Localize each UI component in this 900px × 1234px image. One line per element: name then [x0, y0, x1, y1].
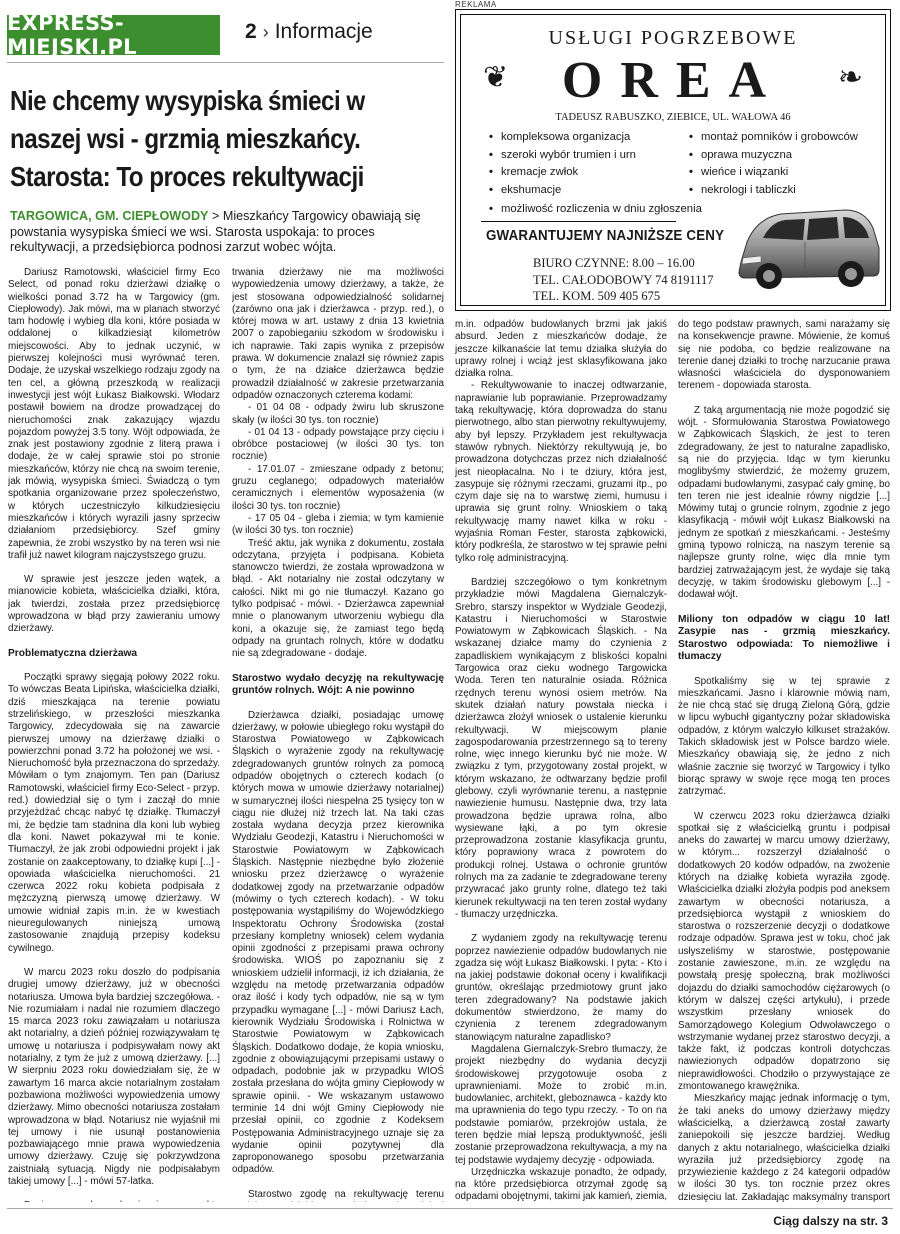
ad-frame [460, 14, 886, 306]
paragraph: W czerwcu 2023 roku dzierżawca działki spotkał się z właścicielką gruntu i podpisał aneks do zawartej w marcu umowy dzierżawy, w którym... rozszerzył działalność o dodatkowych 20 kodów odpadów, na zwożenie których na działkę kobieta wyraziła zgodę. Właścicielka działki złożyła podpis pod aneksem zawartym w obecności notariusza, a przedsiębiorca wystąpił z wnioskiem do starostwa o rozszerzenie decyzji o dodatkowe rodzaje odpadów. Sprawa jest w toku, choć jak usłyszeliśmy w starostwie, postępowanie zostanie zawieszone, m.in. ze względu na powstałą presję społeczną, brak możliwości dojazdu do działki samochodów ciężarowych (o którym w dalszej części artykułu), i przede wszystkim przesłany wniosek do Samorządowego Kolegium Odwoławczego o wstrzymanie wydanej przez starostwo decyzji, a także fakt, iż podczas kontroli dotychczas nawiezionych odpadów dopatrzono się nieprawidłowości. Chodziło o przywystające ze zmontowanego krawężnika. [678, 810, 890, 1093]
subheading: Problematyczna dzierżawa [8, 647, 138, 659]
service-item: • wieńce i wiązanki [689, 164, 858, 182]
service-item: • szeroki wybór trumien i urn [489, 147, 636, 165]
ad-slogan: GWARANTUJEMY NAJNIŻSZE CENY [486, 228, 725, 244]
article-column-1 [8, 267, 220, 1202]
chevron-right-icon: › [262, 21, 269, 42]
paragraph: Dariusz Ramotowski, właściciel firmy Eco Select, od ponad roku dzierżawi działkę o wielkości ponad 3.72 ha w Targowicy (gm. Ciepłowody). Jak mówi, ma w planach stworzyć tam hodowlę i wybieg dla koni, które posiada w oddalonej o kilkadziesiąt kilometrów miejscowości. Aby to jednak uczynić, w pierwszej kolejności musi wyrównać teren. Dodaje, że uzyskał wszelkiego rodzaju zgody na ten cel, a główną przeszkodą w realizacji inwestycji jest wójt Łukasz Białkowski. Włodarz postawił bowiem na drodze prowadzącej do nieruchomości znak zakazujący wjazdu pojazdom powyżej 3.5 tony. Wójt odpowiada, że znak jest postawiony zgodnie z literą prawa i dodaje, że w całej sprawie stoi po stronie mieszkańców, którzy nie chcą na swoim terenie, jak mówią, wysypiska śmieci. Świadczą o tym spotkania organizowane przez społeczeństwo, w których uczestniczyło kilkudziesięciu mieszkańców i których wyrazili jasny sprzeciw działaniom przedsiębiorcy. Szef gminy zapewnia, że zrobi wszystko by na teren wsi nie trafił już nawet kilogram najczystszego gruzu. [8, 267, 220, 561]
divider [7, 62, 444, 63]
continued-link[interactable]: Ciąg dalszy na str. 3 [773, 1214, 888, 1228]
article-column-4 [678, 319, 890, 1202]
ad-address: TADEUSZ RABUSZKO, ZIEBICE, UL. WAŁOWA 46 [555, 112, 791, 123]
paragraph: do tego podstaw prawnych, sami narażamy się na konsekwencje prawne. Mówienie, że komuś się nie podoba, co będzie realizowane na terenie danej działki to trochę narzucanie prawa własności właściciela do dysponowaniem terenem - dopowiada starosta. [678, 319, 890, 392]
lead-dateline: TARGOWICA, GM. CIEPŁOWODY [10, 209, 209, 223]
paragraph: - 17.01.07 - zmieszane odpady z betonu; gruzu ceglanego; odpadowych materiałów ceramicznych i elementów wyposażenia (w ilości 30 tys. ton rocznie) [232, 463, 444, 512]
service-item: • oprawa muzyczna [689, 147, 858, 165]
hearse-van-image [733, 192, 883, 297]
services-list-left [489, 129, 636, 199]
ad-title: USŁUGI POGRZEBOWE [548, 27, 798, 49]
phone-mobile: TEL. KOM. 509 405 675 [533, 289, 661, 303]
paragraph: Treść aktu, jak wynika z dokumentu, została odczytana, przyjęta i podpisana. Kobieta stanowczo twierdzi, że została wprowadzona w błąd. - Akt notarialny nie został odczytany w całości. Nikt mi go nie tłumaczył. Kazano go tylko podpisać - mówi. - Dzierżawca zapewniał mnie o planowanym utworzeniu wybiegu dla koni, a okazuje się, że zamiast tego będą odpady na gruntach rolnych, które w dodatku nie są zdegradowane - dodaje. [232, 537, 444, 660]
services-list-wide [489, 201, 702, 219]
ad-divider [481, 221, 676, 222]
footer-divider [7, 1208, 893, 1209]
section-name: Informacje [274, 20, 373, 43]
article-column-2 [232, 267, 444, 1202]
service-item: • możliwość rozliczenia w dniu zgłoszenia [489, 201, 702, 219]
ornament-left-icon: ❦ [483, 60, 509, 95]
paragraph: Bardziej szczegółowo o tym konkretnym przykładzie mówi Magdalena Giernalczyk-Srebro, starszy inspektor w Wydziale Geodezji, Katastru i Nieruchomości w Starostwie Powiatowym w Ząbkowicach Śląskich. - Na wskazanej działce mamy do czynienia z zapadliskiem wynikającym z bliskości kopalni Targowica oraz cieku wodnego Targowicka Woda. Teren ten naturalnie osiada. Różnica rzędnych terenu wynosi osiem metrów. Na skutek działań natury powstała niecka i dzierżawca złożył wniosek o ustalenie kierunku rekultywacji. W miejscowym planie zagospodarowania przestrzennego są to tereny rolne, więc innego kierunku być nie może. W związku z tym, przygotowany został projekt, w którym wskazano, że odtwarzany będzie profil glebowy, czyli wyrównanie terenu, a następnie nawiezienie humusu. Następnie dwa, trzy lata prowadzona będzie uprawa rolna, albo wysiewane łąki, a po tym okresie przeprowadzona zostanie klasyfikacja gruntu, który poprawiony wraca z powrotem do produkcji rolnej. Ustawa o ochronie gruntów rolnych ma za zadanie te zdegradowane tereny przywracać jako grunty rolne, dlatego też taki kierunek rekultywacji na ten teren został wydany - tłumaczy urzędniczka. [455, 576, 667, 920]
paragraph: Starostwo zgodę na rekultywację terenu [248, 1188, 444, 1200]
service-item: • kremacje zwłok [489, 164, 636, 182]
service-item: • nekrologi i tabliczki [689, 182, 858, 200]
paragraph: Spotkaliśmy się w tej sprawie z mieszkańcami. Jasno i klarownie mówią nam, że nie chcą stać się drugą Zieloną Górą, gdzie w lipcu wybuchł gigantyczny pożar składowiska odpadów, z którym walczyło kilkuset strażaków. Takich składowisk jest w Polsce bardzo wiele. Mieszkańcy obawiają się, że jedno z nich właśnie zacznie się tworzyć w Targowicy i tylko biorąc sprawy w swoje ręce mogą ten proces zatrzymać. [678, 675, 890, 798]
paragraph: Z wydaniem zgody na rekultywację terenu poprzez nawiezienie odpadów budowlanych nie zgadza się wójt Łukasz Białkowski. I pyta: - Kto i na jakiej podstawie dokonał oceny i kwalifikacji gruntów, określając przedmiotowy grunt jako teren zdegradowany? Na podstawie jakich dokumentów stwierdzono, że mamy do czynienia z terenem zdegradowanym stanowiącym naturalne zapadlisko? [455, 933, 667, 1043]
paragraph: Mieszkańcy mając jednak informację o tym, że taki aneks do umowy dzierżawy między właścicielką, a dzierżawcą został zawarty zaniepokoili się jeszcze bardziej. Według danych z aktu notarialnego, właścicielka działki wyraziła już przedsiębiorcy zgodę na przywiezienie każdego z 24 kategorii odpadów w ilości 30 tys. ton rocznie przez okres dziesięciu lat. Zakładając maksymalny transport [678, 1093, 890, 1202]
article-headline: Nie chcemy wysypiska śmieci w naszej wsi - grzmią mieszkańcy. Starosta: To proces rekultywacji [10, 85, 365, 192]
ad-brand: OREA [561, 52, 785, 109]
masthead-logo[interactable]: EXPRESS-MIEJSKI.PL [7, 15, 220, 55]
paragraph: W marcu 2023 roku doszło do podpisania drugiej umowy dzierżawy, już w obecności notariusza. Umowa była bardziej szczegółowa. - Nie rozumiałam i nadal nie rozumiem dlaczego 15 marca 2023 roku zawiązałam u notariusza akt notarialny, a dzień później rozwiązywałam tę umowę u notariusza i podpisywałam nowy akt notarialny, z tym że już z umową dzierżawy. [...] W sierpniu 2023 roku dowiedziałam się, że w zawartym 16 marca akcie notarialnym zostałam pozbawiona możliwości wypowiedzenia umowy dzierżawy. Mimo obecności notariusza zostałam wprowadzona w błąd. Notariusz nie wyjaśnił mi tej umowy i nie usunął postanowienia pozbawiającego mnie prawa wypowiedzenia umowy dzierżawy. Czuję się pokrzywdzona zaistniałą sytuacją. Nigdy nie podpisałabym takiej umowy [...] - mówi 57-latka. [8, 966, 220, 1187]
funeral-advertisement[interactable] [455, 9, 891, 311]
paragraph: Urzędniczka wskazuje ponadto, że odpady, na które przedsiębiorca otrzymał zgodę są odpadami obojętnymi, takimi jak kamień, ziemia, [455, 1166, 667, 1202]
paragraph: W sprawie jest jeszcze jeden wątek, a mianowicie kobieta, właścicielka działki, która, jak twierdzi, została przez przedsiębiorcę wprowadzona w błąd przy zawieraniu umowy dzierżawy. [8, 574, 220, 635]
ad-contacts [533, 255, 714, 305]
service-item: • montaż pomników i grobowców [689, 129, 858, 147]
phone-24h: TEL. CAŁODOBOWY 74 8191117 [533, 272, 714, 287]
paragraph: Dzierżawca działki, posiadając umowę dzierżawy, w połowie ubiegłego roku wystąpił do Starostwa Powiatowego w Ząbkowicach Śląskich o wyrażenie zgody na rekultywację zdegradowanych gruntów rolnych za pomocą odpadów obojętnych o czterech kodach (o których mowa w umowie dzierżawy notarialnej) w sumarycznej ilości niespełna 25 tysięcy ton w ciągu nie dłużej niż trzech lat. Na taki czas została wydana decyzja przez kierownika Wydziału Geodezji, Katastru i Nieruchomości w Starostwie Powiatowym w Ząbkowicach Śląskich. Następnie niezbędne było złożenie wniosku przez dzierżawcę o wyrażenie dodatkowej zgody na przetwarzanie odpadów (mówimy o tych czterech kodach). - W toku postępowania wystąpiliśmy do Wojewódzkiego Inspektoratu Ochrony Środowiska (został przesłany kompletny wniosek) celem wydania opinii zgodności z przepisami prawa ochrony środowiska. WIOŚ po zapoznaniu się z wnioskiem udzielił informacji, iż ich działania, że względu na metodę przetwarzania odpadów oraz ilość i kody tych odpadów, nie są w tym przypadku wymagane [...] - mówi Dariusz Łach, kierownik Wydziału Środowiska i Rolnictwa w Starostwie Powiatowym w Ząbkowicach Śląskich. Dodatkowo dodaje, że kopia wniosku, zgodnie z obowiązującymi przepisami ustawy o odpadach, podobnie jak w przypadku WIOŚ została przesłana do wójta gminy Ciepłowody w sprawie opinii. - We wskazanym ustawowo terminie 14 dni wójt Gminy Ciepłowody nie przesłał opinii, co zgodnie z Kodeksem Postępowania Administracyjnego uznaje się za wydanie opinii pozytywnej dla zaproponowanego sposobu przetwarzania odpadów. [232, 709, 444, 1176]
paragraph: Początki sprawy sięgają połowy 2022 roku. To wówczas Beata Lipińska, właścicielka działki, dziś mieszkająca na terenie powiatu strzelińskiego, w przeszłości mieszkanka Targowicy, zdecydowała się na zawarcie pierwszej umowy na dzierżawę działki o powierzchni ponad 3.72 ha położonej we wsi. - Nieruchomość była przeznaczona do sprzedaży. Mówiłam o tym znajomym. Ten pan (Dariusz Ramotowski, właściciel firmy Eco-Select - przyp. red.) dowiedział się o tym i zaczął do mnie przyjeżdżać chcąc nabyć tę działkę. Tłumaczył mi, że będzie tam stadnina dla koni lub wybieg dla koni. Nawet pokazywał mi te konie. Tłumaczył, że jak zrobi odpowiedni projekt i jak zostanie on zaakceptowany, to działkę kupi [...] - opowiada właścicielka nieruchomości. 21 czerwca 2022 roku kobieta podpisała z mężczyzną pierwszą umowę dzierżawy. W umowie widniał zapis m.in. że w kwestiach nieuregulowanych niniejszą umową zastosowanie znajdują przepisy kodeksu cywilnego. [8, 672, 220, 954]
paragraph: m.in. odpadów budowlanych brzmi jak jakiś absurd. Jeden z mieszkańców dodaje, że jeszcze kilkanaście lat temu działka służyła do uprawy rolnej i wciąż jest sklasyfikowana jako działka rolna. [455, 319, 667, 380]
services-list-right [689, 129, 858, 199]
paragraph: Z taką argumentacją nie może pogodzić się wójt. - Sformułowania Starostwa Powiatowego w Ząbkowicach Śląskich, że jest to teren zdegradowany, że jest to naturalne zapadlisko, są nie do przyjęcia. Idąc w tym kierunku moglibyśmy stwierdzić, że możemy gruzem, odpadami budowlanymi, zasypać cały gminę, bo ten teren nie jest idealnie równy nigdzie [...] Mówimy tutaj o gruncie rolnym, zgodnie z jego klasyfikacją - mówił wójt Łukasz Białkowski na jednym ze spotkań z mieszkańcami. - Jesteśmy gminą typowo rolniczą, na naszym terenie są najlepsze grunty rolne, więc dla mnie tym bardziej zatrważającym jest, że wydaje się taką decyzję, w takim środowisku glebowym [...] - dodawał wójt. [678, 404, 890, 601]
paragraph: trwania dzierżawy nie ma możliwości wypowiedzenia umowy dzierżawy, a także, że jest stosowana odpowiedzialność solidarnej (zarówno ona jak i dzierżawca - przyp. red.), o której mowa w art. ustawy z dnia 13 kwietnia 2007 o zapobieganiu szkodom w środowisku i ich naprawie. Taki zapis wynika z przepisów prawa. W dokumencie znalazł się również zapis o tym, że na działce dzierżawca będzie prowadził działalność w zakresie przetwarzania odpadów oznaczonych czterema kodami: [232, 267, 444, 401]
page-number: 2 [245, 20, 257, 43]
ornament-right-icon: ❧ [837, 60, 863, 95]
section-header [245, 20, 373, 44]
article-lead [10, 209, 440, 256]
service-item: • ekshumacje [489, 182, 636, 200]
service-item: • kompleksowa organizacja [489, 129, 636, 147]
paragraph [8, 1200, 220, 1202]
subheading: Miliony ton odpadów w ciągu 10 lat! Zasypie nas - grzmią mieszkańcy. Starostwo odpowiada: To niemożliwe i tłumaczy [678, 613, 890, 663]
paragraph: - 17 05 04 - gleba i ziemia; w tym kamienie (w ilości 30 tys. ton rocznie) [232, 512, 444, 537]
paragraph: Magdalena Giernalczyk-Srebro tłumaczy, że projekt niezbędny do wydania decyzji środowiskowej przygotowuje osoba z uprawnieniami. Może to zrobić m.in. budowlaniec, architekt, gleboznawca - każdy kto ma uprawnienia do tego typu rzeczy. - To on na podstawie pomiarów, przekrojów ustala, że teren będzie miał lepszą produktywność, jeśli zostanie przeprowadzona rekultywacja, a my na tej podstawie wydajemy decyzję - odpowiada. [455, 1043, 667, 1166]
paragraph: - 01 04 13 - odpady powstające przy cięciu i obróbce postaciowej (w ilości 30 tys. ton rocznie) [232, 426, 444, 463]
lead-arrow: > [211, 209, 220, 223]
article-column-3 [455, 319, 667, 1202]
lead-text: Mieszkańcy Targowicy obawiają się powstania wysypiska śmieci we wsi. Starosta uspokaja: to proces rekultywacji, a przedsiębiorca podnosi zarzut wobec wójta. [10, 209, 421, 255]
ad-label: REKLAMA [455, 0, 497, 9]
subheading: Starostwo wydało decyzję na rekultywację gruntów rolnych. Wójt: A nie powinno [232, 672, 444, 696]
paragraph: - Rekultywowanie to inaczej odtwarzanie, naprawianie lub poprawianie. Przeprowadzamy taką rekultywację, która doprowadza do stanu pierwotnego, albo stan pierwotny rekultywujemy, aby był lepszy. Przykładem jest rekultywacja stawów rybnych. Niektórzy rekultywują je, bo prowadzona dotychczas przez nich działalność jest nieopłacalna. No i te dziury, która jest, zasypuje się różnymi rzeczami, gruzami itp., po czym daje się na to warstwę ziemi, humusu i uprawia się grunt rolny. Wnioskiem o taką rekultywację mamy nawet kilka w roku - wyjaśnia Roman Fester, starosta ząbkowicki, który podkreśla, że starostwo w tej sprawie pełni tylko rolę administracyjną. [455, 380, 667, 564]
office-hours: BIURO CZYNNE: 8.00 – 16.00 [533, 256, 695, 270]
paragraph: - 01 04 08 - odpady żwiru lub skruszone skały (w ilości 30 tys. ton rocznie) [232, 402, 444, 426]
